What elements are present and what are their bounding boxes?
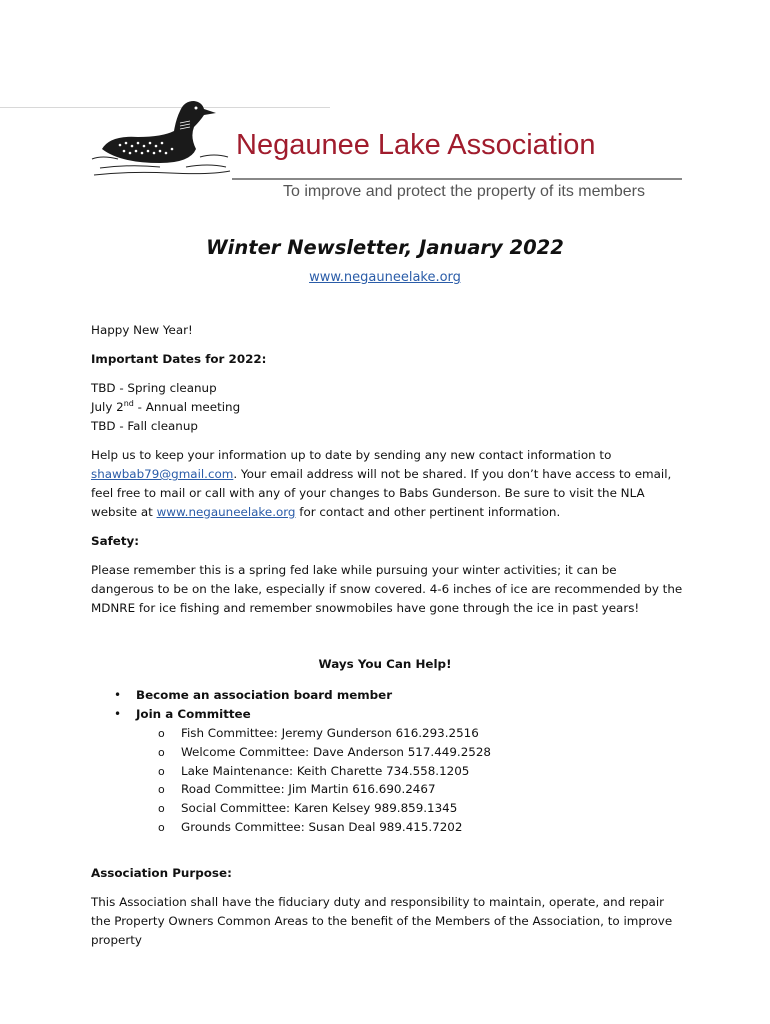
email-link[interactable]: shawbab79@gmail.com bbox=[91, 467, 234, 481]
bullet-icon: • bbox=[114, 688, 122, 702]
website-link[interactable]: www.negauneelake.org bbox=[309, 270, 461, 285]
sub-bullet-icon: o bbox=[158, 727, 165, 740]
website-link-inline[interactable]: www.negauneelake.org bbox=[156, 505, 296, 519]
date-item: TBD - Spring cleanup bbox=[91, 381, 217, 395]
bullet-icon: • bbox=[114, 707, 122, 721]
loon-logo-icon bbox=[90, 97, 232, 179]
sub-bullet-icon: o bbox=[158, 802, 165, 815]
contact-paragraph: Help us to keep your information up to date by sending any new contact information to shawbab79@gmail.com. Your email address will not be shared. If you don’t have access to email, feel free to mail or call with any of your changes to Babs Gunderson. Be sure to visit the NLA website at www.negauneelake.org for contact and other pertinent information. bbox=[91, 448, 672, 519]
association-purpose-heading: Association Purpose: bbox=[91, 866, 232, 880]
newsletter-title: Winter Newsletter, January 2022 bbox=[206, 236, 564, 259]
date-item: TBD - Fall cleanup bbox=[91, 419, 198, 433]
sub-bullet-icon: o bbox=[158, 783, 165, 796]
association-purpose-paragraph: This Association shall have the fiduciary duty and responsibility to maintain, operate, and repair the Property Owners Common Areas to the benefit of the Members of the Association, to improve property bbox=[91, 895, 673, 947]
important-dates-heading: Important Dates for 2022: bbox=[91, 352, 267, 366]
sub-bullet-icon: o bbox=[158, 821, 165, 834]
sub-bullet-icon: o bbox=[158, 746, 165, 759]
safety-heading: Safety: bbox=[91, 534, 140, 548]
header-rule bbox=[232, 178, 682, 180]
tagline: To improve and protect the property of its members bbox=[283, 183, 645, 200]
ways-to-help-heading: Ways You Can Help! bbox=[318, 657, 452, 671]
safety-paragraph: Please remember this is a spring fed lake while pursuing your winter activities; it can be dangerous to be on the lake, especially if snow covered. 4-6 inches of ice are recommended by the MDNRE for ice fishing and remember snowmobiles have gone through the ice in past years! bbox=[91, 563, 683, 615]
date-item: July 2nd - Annual meeting bbox=[91, 399, 241, 414]
greeting: Happy New Year! bbox=[91, 323, 193, 337]
organization-name: Negaunee Lake Association bbox=[236, 129, 596, 161]
sub-bullet-icon: o bbox=[158, 765, 165, 778]
